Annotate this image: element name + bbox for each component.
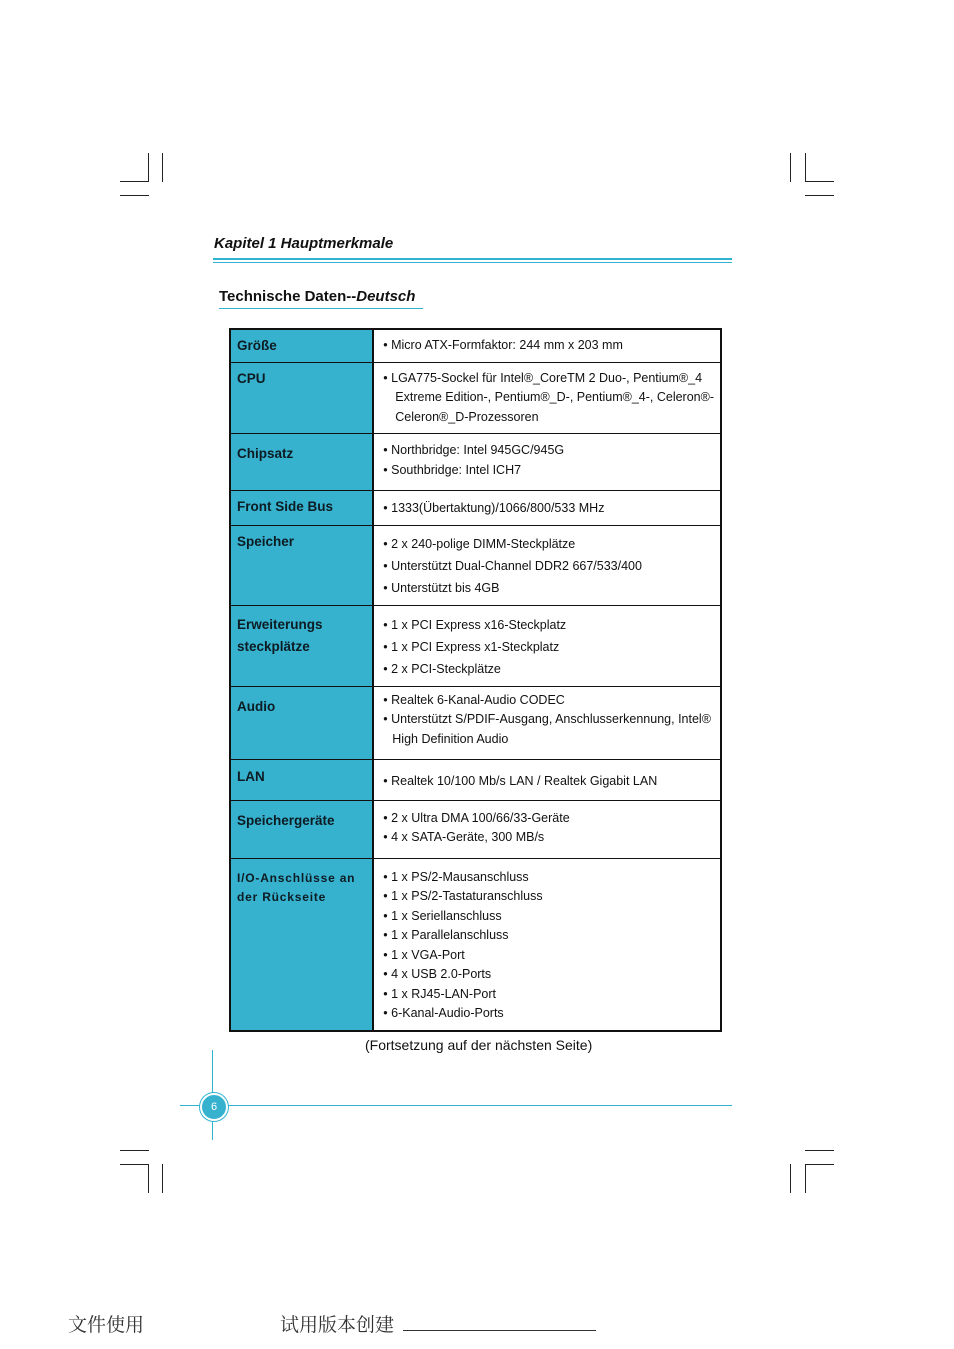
section-title-language: Deutsch [356,288,416,305]
footer-left-text: 文件使用 [68,1314,145,1336]
crop-mark [162,1164,163,1193]
chapter-title: Kapitel 1 Hauptmerkmale [214,235,394,252]
row-value [373,759,721,800]
list-item: • Northbridge: Intel 945GC/945G [383,443,565,457]
spec-table [229,328,722,1032]
row-value [373,858,721,1031]
list-item: • 1 x PS/2-Mausanschluss [383,869,529,884]
list-item: • LGA775-Sockel für Intel®_CoreTM 2 Duo-, Pentium®_4 [383,370,703,385]
list-item: • Unterstützt Dual-Channel DDR2 667/533/400 [383,558,642,573]
table-row [230,686,721,759]
row-value [373,525,721,605]
row-label: Chipsatz [230,434,373,491]
header-rule [213,258,732,260]
list-item: • Micro ATX-Formfaktor: 244 mm x 203 mm [383,338,623,352]
crop-mark [120,1164,149,1165]
list-item: • 1333(Übertaktung)/1066/800/533 MHz [383,501,605,515]
row-value [373,434,721,491]
list-item: • Realtek 10/100 Mb/s LAN / Realtek Gigabit LAN [383,773,658,788]
row-label: CPU [230,362,373,434]
row-label: Erweiterungs steckplätze [230,605,373,686]
row-label: Front Side Bus [230,491,373,526]
section-title-main: Technische Daten-- [219,288,357,305]
table-row [230,525,721,605]
section-underline [219,308,423,309]
list-item: Celeron®_D-Prozessoren [395,409,539,424]
crop-mark [805,181,834,182]
table-row [230,800,721,858]
list-item: • 1 x RJ45-LAN-Port [383,986,497,1001]
list-item: • Realtek 6-Kanal-Audio CODEC [383,692,565,707]
section-title [219,288,415,305]
row-label: Speicher [230,525,373,605]
footer-underline [403,1330,596,1331]
crop-mark [805,1164,806,1193]
list-item: • 1 x PCI Express x16-Steckplatz [383,617,567,632]
list-item: • 1 x Seriellanschluss [383,908,502,923]
continuation-note: (Fortsetzung auf der nächsten Seite) [365,1037,593,1053]
row-label: Audio [230,686,373,759]
table-row [230,759,721,800]
row-label: LAN [230,759,373,800]
crop-mark [805,195,834,196]
header-rule-thin [213,262,732,263]
page-marker-horizontal-line [180,1105,732,1106]
list-item: • Southbridge: Intel ICH7 [383,462,522,477]
table-row [230,858,721,1031]
list-item: • 1 x Parallelanschluss [383,928,509,942]
list-item: • 6-Kanal-Audio-Ports [383,1006,504,1020]
crop-mark [790,1164,791,1193]
crop-mark [805,1164,834,1165]
crop-mark [805,1150,834,1151]
table-row [230,605,721,686]
list-item: • 4 x USB 2.0-Ports [383,967,492,981]
row-value [373,800,721,858]
row-value [373,491,721,526]
list-item: • Unterstützt bis 4GB [383,580,500,595]
table-row [230,329,721,362]
crop-mark [120,1150,149,1151]
list-item: • Unterstützt S/PDIF-Ausgang, Anschlusserkennung, Intel® [383,712,711,726]
crop-mark [120,195,149,196]
row-label: Größe [230,329,373,362]
row-value [373,362,721,434]
footer-right-text: 试用版本创建 [280,1314,395,1336]
row-label: I/O-Anschlüsse an der Rückseite [230,858,373,1031]
row-label: Speichergeräte [230,800,373,858]
row-value [373,686,721,759]
list-item: • 2 x Ultra DMA 100/66/33-Geräte [383,810,570,825]
list-item: Extreme Edition-, Pentium®_D-, Pentium®_4-, Celeron®- [395,390,714,404]
list-item: • 1 x PS/2-Tastaturanschluss [383,889,543,903]
list-item: • 2 x PCI-Steckplätze [383,661,501,676]
crop-mark [805,153,806,182]
page-number: 6 [200,1093,228,1121]
list-item: • 2 x 240-polige DIMM-Steckplätze [383,536,576,551]
crop-mark [148,1164,149,1193]
list-item: • 1 x PCI Express x1-Steckplatz [383,639,560,654]
crop-mark [148,153,149,182]
crop-mark [790,153,791,182]
crop-mark [120,181,149,182]
table-row [230,362,721,434]
list-item: High Definition Audio [392,731,509,746]
table-row [230,491,721,526]
list-item: • 1 x VGA-Port [383,947,465,962]
row-value [373,605,721,686]
table-row [230,434,721,491]
list-item: • 4 x SATA-Geräte, 300 MB/s [383,830,545,844]
crop-mark [162,153,163,182]
row-value [373,329,721,362]
